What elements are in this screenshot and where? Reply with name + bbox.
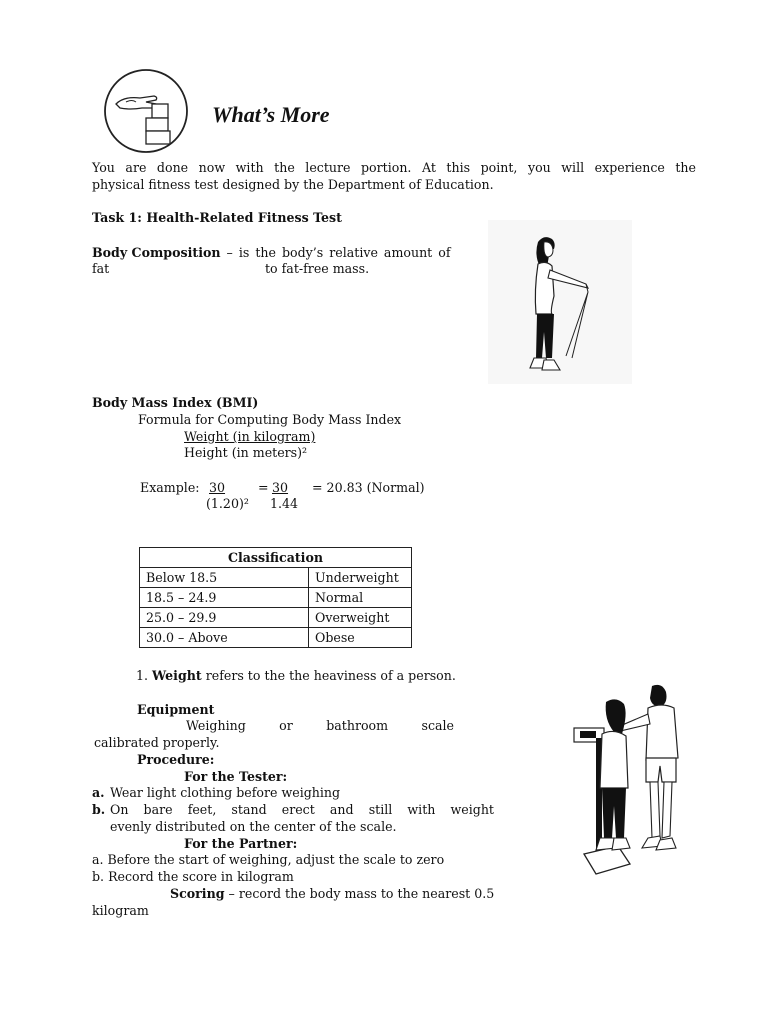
tester-heading: For the Tester: xyxy=(184,769,288,784)
bmi-example-label: Example: xyxy=(140,480,200,495)
bmi-example-num-1: 30 xyxy=(209,480,226,495)
two-people-weighing-scale-illustration xyxy=(566,678,692,884)
bmi-example-eq-1: = xyxy=(258,480,269,495)
scoring-term: Scoring xyxy=(170,886,225,901)
procedure-heading: Procedure: xyxy=(137,752,215,767)
table-cell-range: Below 18.5 xyxy=(140,568,309,588)
classification-table xyxy=(139,547,412,648)
bmi-example-den-2: 1.44 xyxy=(270,496,299,511)
page-title: What’s More xyxy=(212,102,330,127)
body-composition-definition: – is the body’s relative amount of xyxy=(220,245,451,260)
classification-table-header: Classification xyxy=(140,548,412,568)
tester-a-label: a. xyxy=(92,785,105,800)
scoring-line-1 xyxy=(170,886,494,902)
table-row xyxy=(140,568,412,588)
weight-item xyxy=(136,668,456,684)
person-stretching-band-illustration xyxy=(488,220,632,384)
hand-placing-blocks-icon xyxy=(102,68,190,154)
bmi-example-den-1: (1.20)² xyxy=(206,496,249,511)
scoring-line-2: kilogram xyxy=(92,903,149,918)
equipment-heading: Equipment xyxy=(137,702,215,717)
task-heading: Task 1: Health-Related Fitness Test xyxy=(92,210,342,225)
table-row xyxy=(140,628,412,648)
table-cell-class: Obese xyxy=(309,628,412,648)
table-row xyxy=(140,588,412,608)
body-composition-fat: fat xyxy=(92,261,110,276)
tester-b-label: b. xyxy=(92,802,106,817)
table-cell-range: 30.0 – Above xyxy=(140,628,309,648)
weight-definition: refers to the the heaviness of a person. xyxy=(201,668,456,683)
bmi-example-eq-2: = 20.83 (Normal) xyxy=(312,480,425,495)
weight-term: Weight xyxy=(152,668,202,683)
header-icon xyxy=(102,68,190,154)
table-cell-range: 18.5 – 24.9 xyxy=(140,588,309,608)
weighing-figure xyxy=(566,678,692,884)
scoring-definition: – record the body mass to the nearest 0.5 xyxy=(224,886,495,901)
weight-number: 1. xyxy=(136,668,153,683)
body-composition-fat-free: to fat-free mass. xyxy=(265,261,370,276)
body-composition-line-1 xyxy=(92,245,478,261)
table-cell-class: Normal xyxy=(309,588,412,608)
table-cell-range: 25.0 – 29.9 xyxy=(140,608,309,628)
table-cell-class: Underweight xyxy=(309,568,412,588)
stretch-figure xyxy=(488,220,632,384)
partner-b: b. Record the score in kilogram xyxy=(92,869,294,884)
tester-a-text: Wear light clothing before weighing xyxy=(110,785,341,800)
bmi-heading: Body Mass Index (BMI) xyxy=(92,395,259,410)
tester-b-line-2: evenly distributed on the center of the scale. xyxy=(110,819,397,834)
partner-heading: For the Partner: xyxy=(184,836,298,851)
table-row xyxy=(140,608,412,628)
body-composition-term: Body Composition xyxy=(92,245,221,260)
bmi-formula-numerator: Weight (in kilogram) xyxy=(184,429,316,444)
equipment-line-1: Weighing or bathroom scale xyxy=(186,718,454,733)
bmi-formula-label: Formula for Computing Body Mass Index xyxy=(138,412,402,427)
equipment-line-2: calibrated properly. xyxy=(94,735,220,750)
intro-line-1: You are done now with the lecture portion. At this point, you will experience the xyxy=(92,160,696,175)
table-cell-class: Overweight xyxy=(309,608,412,628)
tester-b-line-1: On bare feet, stand erect and still with weight xyxy=(110,802,494,817)
bmi-formula-denominator: Height (in meters)² xyxy=(184,445,308,460)
bmi-example-num-2: 30 xyxy=(272,480,289,495)
classification-table-header-row xyxy=(140,548,412,568)
partner-a: a. Before the start of weighing, adjust the scale to zero xyxy=(92,852,445,867)
intro-line-2: physical fitness test designed by the Department of Education. xyxy=(92,177,494,192)
